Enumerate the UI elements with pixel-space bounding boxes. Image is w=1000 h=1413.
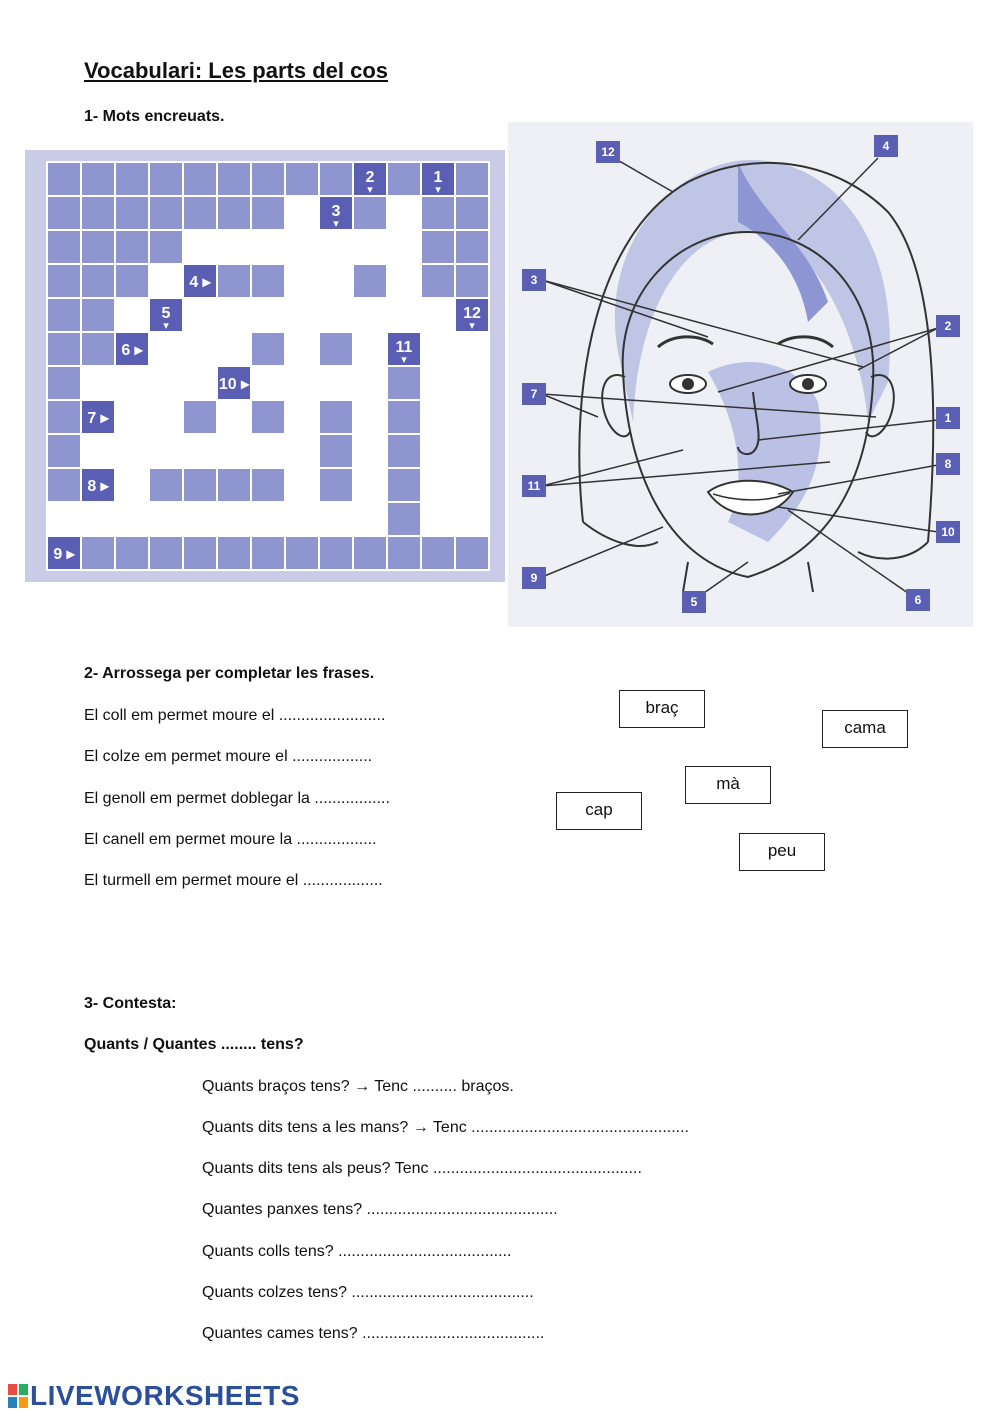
crossword-cell[interactable] — [421, 298, 455, 332]
crossword-block — [47, 230, 81, 264]
sentence-2[interactable]: El colze em permet moure el .................. — [84, 748, 373, 765]
crossword-cell[interactable] — [285, 434, 319, 468]
crossword-cell[interactable] — [81, 434, 115, 468]
crossword-cell[interactable] — [149, 502, 183, 536]
face-label-number: 12 — [601, 145, 615, 159]
crossword-cell[interactable] — [115, 434, 149, 468]
crossword-block — [149, 196, 183, 230]
crossword-clue-number: 3 — [331, 203, 341, 220]
crossword-clue-number: 1 — [433, 169, 443, 186]
crossword-grid — [25, 150, 505, 582]
crossword-block — [251, 536, 285, 570]
sentence-3[interactable]: El genoll em permet doblegar la ................. — [84, 790, 390, 807]
face-label-number: 9 — [530, 571, 538, 585]
crossword-block — [455, 264, 489, 298]
crossword-cell[interactable] — [319, 366, 353, 400]
crossword-block — [387, 434, 421, 468]
crossword-cell[interactable] — [421, 366, 455, 400]
face-label-number: 6 — [914, 593, 922, 607]
crossword-block — [421, 196, 455, 230]
crossword-cell[interactable] — [421, 434, 455, 468]
crossword-cell[interactable] — [183, 332, 217, 366]
question-7[interactable]: Quantes cames tens? ......................................... — [202, 1325, 545, 1342]
crossword-cell[interactable] — [217, 298, 251, 332]
crossword-cell[interactable] — [319, 298, 353, 332]
word-chip-cap[interactable]: cap — [556, 792, 642, 830]
crossword-cell[interactable] — [217, 434, 251, 468]
crossword-block — [47, 298, 81, 332]
crossword-block — [47, 366, 81, 400]
section3-subheading: Quants / Quantes ........ tens? — [84, 1036, 304, 1053]
crossword-cell[interactable] — [285, 298, 319, 332]
crossword-cell[interactable] — [251, 298, 285, 332]
crossword-block — [421, 264, 455, 298]
face-label-number: 11 — [527, 479, 541, 493]
crossword-cell[interactable] — [115, 468, 149, 502]
crossword-cell[interactable] — [47, 502, 81, 536]
crossword-cell[interactable] — [81, 366, 115, 400]
crossword-clue-number: 9 ▸ — [53, 546, 75, 563]
crossword-block — [81, 196, 115, 230]
crossword-cell[interactable] — [353, 468, 387, 502]
question-1[interactable]: Quants braços tens? → Tenc .......... braços. — [202, 1078, 514, 1095]
crossword-block — [115, 230, 149, 264]
crossword-block — [149, 536, 183, 570]
crossword-cell[interactable] — [115, 298, 149, 332]
crossword-cell[interactable] — [353, 332, 387, 366]
face-label-number: 7 — [530, 387, 538, 401]
down-arrow-icon: ▾ — [401, 353, 407, 366]
crossword-cell[interactable] — [353, 230, 387, 264]
crossword-block — [217, 468, 251, 502]
crossword-cell[interactable] — [455, 400, 489, 434]
crossword-cell[interactable] — [183, 434, 217, 468]
crossword-block — [251, 468, 285, 502]
section3-heading: 3- Contesta: — [84, 995, 177, 1012]
crossword-cell[interactable] — [353, 434, 387, 468]
crossword-block — [149, 468, 183, 502]
crossword-cell[interactable] — [115, 366, 149, 400]
crossword-block — [81, 298, 115, 332]
crossword-block — [455, 162, 489, 196]
crossword-block — [353, 196, 387, 230]
word-chip-cama[interactable]: cama — [822, 710, 908, 748]
crossword-cell[interactable] — [285, 264, 319, 298]
crossword-block — [251, 332, 285, 366]
crossword-cell[interactable] — [455, 502, 489, 536]
crossword-cell[interactable] — [285, 502, 319, 536]
face-label-number: 1 — [944, 411, 952, 425]
crossword-block — [115, 264, 149, 298]
crossword-cell[interactable] — [149, 400, 183, 434]
crossword-block — [353, 536, 387, 570]
crossword-block — [81, 162, 115, 196]
crossword-cell[interactable] — [319, 230, 353, 264]
crossword-cell[interactable] — [251, 502, 285, 536]
sentence-1[interactable]: El coll em permet moure el ........................ — [84, 707, 386, 724]
logo-icon — [8, 1384, 28, 1408]
crossword-block — [251, 196, 285, 230]
crossword-cell[interactable] — [251, 366, 285, 400]
crossword-cell[interactable] — [183, 502, 217, 536]
crossword-block — [183, 536, 217, 570]
crossword-cell[interactable] — [455, 468, 489, 502]
face-label-number: 4 — [882, 139, 890, 153]
crossword-block — [319, 468, 353, 502]
crossword-cell[interactable] — [387, 264, 421, 298]
face-label-number: 8 — [944, 457, 952, 471]
crossword-cell[interactable] — [353, 400, 387, 434]
crossword-block — [421, 536, 455, 570]
crossword-block — [387, 366, 421, 400]
down-arrow-icon: ▾ — [435, 183, 441, 196]
crossword-block — [47, 434, 81, 468]
crossword-block — [387, 162, 421, 196]
crossword-block — [319, 162, 353, 196]
sentence-4[interactable]: El canell em permet moure la .................. — [84, 831, 377, 848]
crossword-cell[interactable] — [421, 502, 455, 536]
crossword-block — [183, 196, 217, 230]
crossword-block — [251, 162, 285, 196]
face-label-number: 10 — [941, 525, 955, 539]
crossword-cell[interactable] — [251, 434, 285, 468]
crossword-block — [319, 434, 353, 468]
crossword-block — [183, 400, 217, 434]
face-illustration — [508, 122, 973, 627]
crossword-block — [217, 162, 251, 196]
crossword-block — [47, 196, 81, 230]
crossword-block — [217, 536, 251, 570]
crossword-cell[interactable] — [285, 400, 319, 434]
face-label-number: 3 — [530, 273, 538, 287]
crossword-cell[interactable] — [217, 230, 251, 264]
word-chip-ma[interactable]: mà — [685, 766, 771, 804]
crossword-block — [387, 468, 421, 502]
crossword-cell[interactable] — [353, 298, 387, 332]
section2-heading: 2- Arrossega per completar les frases. — [84, 665, 375, 682]
section1-heading: 1- Mots encreuats. — [84, 108, 225, 125]
logo-text: LIVEWORKSHEETS — [30, 1380, 300, 1411]
crossword-cell[interactable] — [217, 502, 251, 536]
crossword-clue-number: 8 ▸ — [87, 478, 109, 495]
word-chip-brac[interactable]: braç — [619, 690, 705, 728]
crossword-puzzle — [25, 150, 505, 582]
crossword-block — [149, 230, 183, 264]
crossword-cell[interactable] — [183, 230, 217, 264]
word-chip-peu[interactable]: peu — [739, 833, 825, 871]
down-arrow-icon: ▾ — [333, 217, 339, 230]
crossword-cell[interactable] — [183, 298, 217, 332]
crossword-cell[interactable] — [455, 434, 489, 468]
crossword-cell[interactable] — [353, 502, 387, 536]
down-arrow-icon: ▾ — [367, 183, 373, 196]
question-3[interactable]: Quants dits tens als peus? Tenc ............................................... — [202, 1160, 642, 1177]
crossword-block — [115, 162, 149, 196]
crossword-cell[interactable] — [387, 196, 421, 230]
crossword-block — [455, 536, 489, 570]
crossword-cell[interactable] — [217, 400, 251, 434]
crossword-cell[interactable] — [455, 366, 489, 400]
crossword-clue-number: 10 ▸ — [218, 376, 250, 393]
crossword-block — [183, 468, 217, 502]
crossword-block — [81, 536, 115, 570]
crossword-cell[interactable] — [387, 298, 421, 332]
crossword-clue-number: 5 — [161, 305, 171, 322]
crossword-block — [47, 468, 81, 502]
crossword-cell[interactable] — [149, 332, 183, 366]
face-label-number: 5 — [690, 595, 698, 609]
crossword-clue-number: 11 — [395, 339, 413, 356]
crossword-clue-number: 7 ▸ — [87, 410, 109, 427]
crossword-cell[interactable] — [149, 264, 183, 298]
crossword-block — [217, 196, 251, 230]
down-arrow-icon: ▾ — [469, 319, 475, 332]
crossword-cell[interactable] — [81, 502, 115, 536]
crossword-cell[interactable] — [183, 366, 217, 400]
crossword-block — [47, 400, 81, 434]
crossword-cell[interactable] — [149, 366, 183, 400]
face-label-number: 2 — [944, 319, 952, 333]
crossword-block — [81, 332, 115, 366]
sentence-5[interactable]: El turmell em permet moure el .................. — [84, 872, 383, 889]
crossword-block — [115, 196, 149, 230]
crossword-cell[interactable] — [421, 332, 455, 366]
crossword-cell[interactable] — [251, 230, 285, 264]
crossword-block — [353, 264, 387, 298]
question-6[interactable]: Quants colzes tens? ......................................... — [202, 1284, 534, 1301]
crossword-block — [319, 332, 353, 366]
crossword-block — [421, 230, 455, 264]
crossword-cell[interactable] — [319, 264, 353, 298]
crossword-block — [149, 162, 183, 196]
crossword-block — [251, 400, 285, 434]
crossword-block — [251, 264, 285, 298]
crossword-cell[interactable] — [421, 400, 455, 434]
crossword-cell[interactable] — [115, 502, 149, 536]
crossword-cell[interactable] — [421, 468, 455, 502]
crossword-block — [47, 264, 81, 298]
page-title: Vocabulari: Les parts del cos — [84, 58, 389, 83]
crossword-block — [387, 400, 421, 434]
crossword-block — [387, 502, 421, 536]
crossword-block — [319, 400, 353, 434]
crossword-block — [455, 230, 489, 264]
crossword-cell[interactable] — [353, 366, 387, 400]
crossword-cell[interactable] — [285, 196, 319, 230]
crossword-clue-number: 12 — [463, 305, 481, 322]
crossword-block — [47, 162, 81, 196]
crossword-cell[interactable] — [149, 434, 183, 468]
crossword-block — [217, 264, 251, 298]
liveworksheets-logo[interactable] — [8, 1380, 300, 1412]
down-arrow-icon: ▾ — [163, 319, 169, 332]
crossword-cell[interactable] — [217, 332, 251, 366]
question-2[interactable]: Quants dits tens a les mans? → Tenc ................................................. — [202, 1119, 689, 1136]
crossword-block — [47, 332, 81, 366]
crossword-cell[interactable] — [387, 230, 421, 264]
crossword-cell[interactable] — [285, 230, 319, 264]
question-5[interactable]: Quants colls tens? ....................................... — [202, 1243, 512, 1260]
crossword-clue-number: 6 ▸ — [121, 342, 143, 359]
crossword-block — [115, 536, 149, 570]
crossword-cell[interactable] — [115, 400, 149, 434]
crossword-block — [81, 230, 115, 264]
crossword-block — [455, 196, 489, 230]
crossword-cell[interactable] — [285, 366, 319, 400]
crossword-block — [285, 536, 319, 570]
crossword-block — [183, 162, 217, 196]
crossword-cell[interactable] — [455, 332, 489, 366]
crossword-block — [319, 536, 353, 570]
crossword-clue-number: 2 — [365, 169, 375, 186]
crossword-cell[interactable] — [319, 502, 353, 536]
crossword-block — [387, 536, 421, 570]
crossword-cell[interactable] — [285, 332, 319, 366]
crossword-clue-number: 4 ▸ — [189, 274, 211, 291]
question-4[interactable]: Quantes panxes tens? ........................................... — [202, 1201, 558, 1218]
crossword-block — [285, 162, 319, 196]
crossword-block — [81, 264, 115, 298]
face-diagram — [508, 122, 973, 627]
crossword-cell[interactable] — [285, 468, 319, 502]
